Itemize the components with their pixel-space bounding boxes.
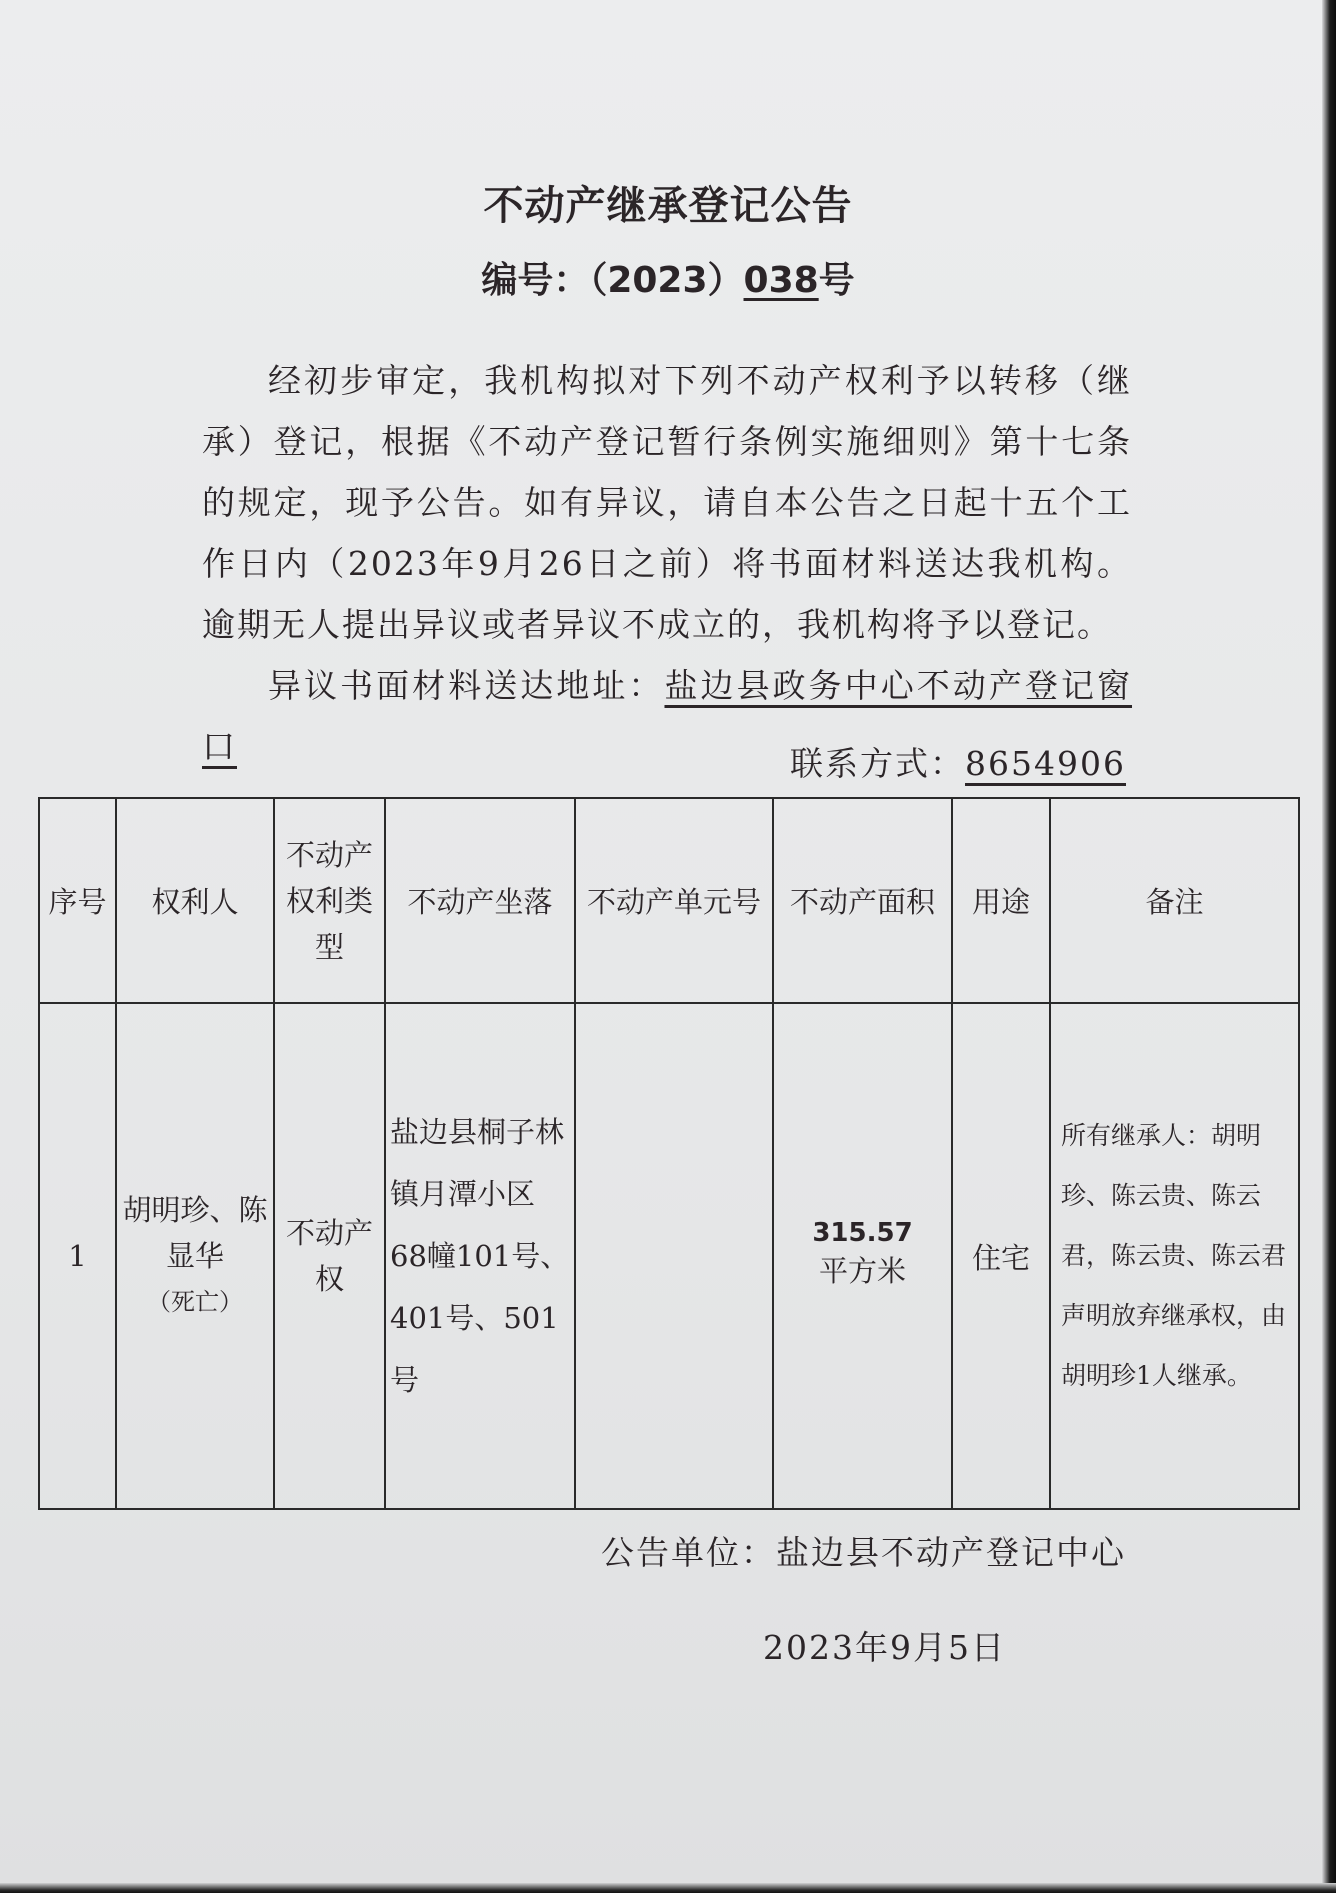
issue-date: 2023年9月5日	[763, 1628, 1006, 1667]
cell-usage: 住宅	[952, 1003, 1050, 1509]
cell-remark	[1050, 1003, 1299, 1509]
document-number-value: 038	[743, 260, 819, 301]
header-area: 不动产面积	[773, 798, 952, 1003]
document-number-prefix: 编号：（2023）	[481, 260, 744, 301]
contact-line	[790, 738, 1126, 785]
header-remark: 备注	[1050, 798, 1299, 1003]
holder-name: 胡明珍、陈显华	[122, 1193, 268, 1273]
contact-phone: 8654906	[965, 744, 1126, 783]
table-header-row	[39, 798, 1299, 1003]
header-usage: 用途	[952, 798, 1050, 1003]
address-value: 盐边县政务中心不动产登记窗口	[202, 666, 1133, 766]
announcement-paragraph: 经初步审定，我机构拟对下列不动产权利予以转移（继承）登记，根据《不动产登记暂行条例实施细则》第十七条的规定，现予公告。如有异议，请自本公告之日起十五个工作日内（2023年9月26日之前）将书面材料送达我机构。逾期无人提出异议或者异议不成立的，我机构将予以登记。	[202, 361, 1132, 644]
header-holder: 权利人	[116, 798, 274, 1003]
document-number	[0, 252, 1336, 303]
page-title: 不动产继承登记公告	[483, 183, 853, 229]
issuing-unit-label: 公告单位：	[601, 1533, 776, 1572]
address-label: 异议书面材料送达地址：	[268, 666, 665, 705]
cell-area	[773, 1003, 952, 1509]
cell-holder	[116, 1003, 274, 1509]
cell-unit-no	[575, 1003, 773, 1509]
scan-edge-bottom	[0, 1883, 1336, 1893]
announcement-body	[202, 350, 1132, 777]
right-type-value: 不动产权	[285, 1216, 373, 1296]
header-right-type	[274, 798, 385, 1003]
scan-edge-right	[1322, 0, 1336, 1893]
area-value: 315.57	[812, 1218, 913, 1248]
remark-value: 所有继承人：胡明珍、陈云贵、陈云君，陈云贵、陈云君声明放弃继承权，由胡明珍1人继承。	[1061, 1121, 1287, 1390]
issuing-unit	[601, 1527, 1126, 1574]
issuing-unit-name: 盐边县不动产登记中心	[776, 1533, 1126, 1572]
location-value: 盐边县桐子林镇月潭小区68幢101号、401号、501号	[390, 1115, 570, 1397]
cell-right-type	[274, 1003, 385, 1509]
header-seq: 序号	[39, 798, 116, 1003]
area-unit: 平方米	[818, 1254, 906, 1288]
header-right-type-label: 不动产权利类型	[285, 837, 373, 964]
table-row	[39, 1003, 1299, 1509]
header-unit-no: 不动产单元号	[575, 798, 773, 1003]
cell-location	[385, 1003, 575, 1509]
registration-table	[38, 797, 1300, 1510]
cell-seq: 1	[39, 1003, 116, 1509]
document-number-suffix: 号	[818, 260, 855, 301]
header-location: 不动产坐落	[385, 798, 575, 1003]
holder-note: （死亡）	[147, 1288, 243, 1316]
contact-label: 联系方式：	[790, 744, 966, 783]
